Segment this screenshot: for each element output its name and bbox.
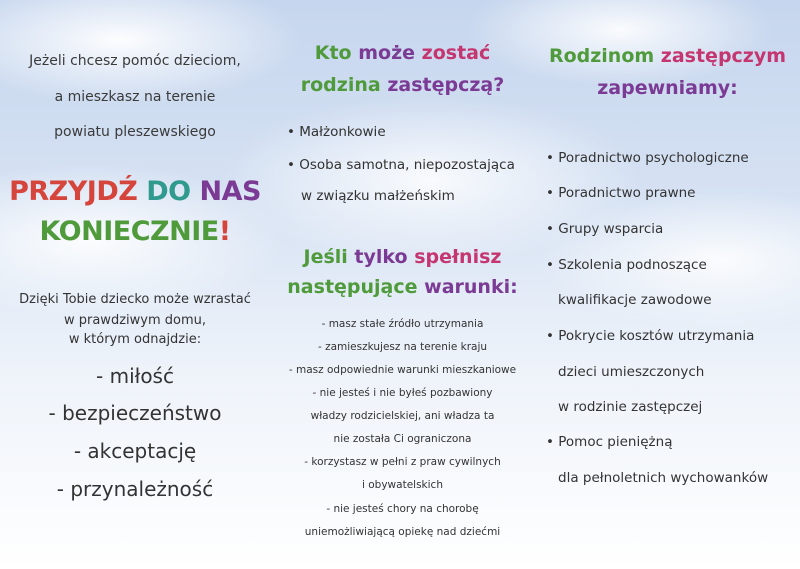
offer-item-text: Poradnictwo prawne [558,185,696,201]
bullet-icon: • [546,150,554,166]
offer-item-continuation: dzieci umieszczonych [558,364,705,380]
offer-item-text: Szkolenia podnoszące [558,257,707,273]
bullet-icon: • [287,124,295,140]
title-word: rodzina [300,74,381,96]
gift-line-2: w prawdziwym domu, [63,313,206,328]
title-word: zastępczym [654,45,787,67]
headline-word: DO [137,176,191,207]
condition-line: i obywatelskich [362,479,443,491]
who-title-line-2 [270,70,535,100]
condition-line: - nie jesteś i nie byłeś pozbawiony [312,387,493,399]
offer-item-continuation: kwalifikacje zawodowe [558,292,712,308]
title-word: zostać [415,42,491,64]
who-list-item [287,157,515,173]
conditions-title-line-1 [270,242,535,272]
offer-item-continuation: w rodzinie zastępczej [558,399,703,415]
title-word: Jeśli [303,246,348,268]
conditions-title-line-2 [270,272,535,302]
who-title-line-1 [270,38,535,68]
bullet-icon: • [546,328,554,344]
condition-line: uniemożliwiającą opiekę nad dziećmi [304,526,501,538]
who-list-item [287,124,386,140]
bullet-icon: • [546,434,554,450]
title-word: Kto [314,42,352,64]
bullet-icon: • [287,157,295,173]
title-word: Rodzinom [548,45,655,67]
condition-line: władzy rodzicielskiej, ani władza ta [310,410,495,422]
offer-list-item [546,257,707,273]
bullet-icon: • [546,221,554,237]
title-word: następujące [287,276,418,298]
value-item: - akceptację [73,439,197,463]
value-item: - bezpieczeństwo [48,401,222,425]
intro-line-3: powiatu pleszewskiego [54,124,216,140]
condition-line: - nie jesteś chory na chorobę [326,503,479,515]
headline-line-1 [0,172,270,212]
title-word: zapewniamy: [597,77,738,99]
who-item-text: Osoba samotna, niepozostająca [299,157,515,173]
bullet-icon: • [546,185,554,201]
offer-item-text: Pokrycie kosztów utrzymania [558,328,755,344]
offer-item-text: Poradnictwo psychologiczne [558,150,749,166]
offer-title-line-2 [535,73,800,103]
title-word: warunki: [417,276,518,298]
offer-list-item [546,328,754,344]
bullet-icon: • [546,257,554,273]
offer-list-item [546,185,696,201]
gift-line-3: w którym odnajdzie: [68,332,202,347]
headline-word: PRZYJDŹ [9,176,138,207]
offer-title-line-1 [535,41,800,71]
headline-word: ! [218,216,231,247]
offer-item-continuation: dla pełnoletnich wychowanków [558,470,769,486]
headline-word: NAS [190,176,261,207]
offer-item-text: Grupy wsparcia [558,221,664,237]
condition-line: - masz stałe źródło utrzymania [321,318,484,330]
title-word: tylko [347,246,408,268]
condition-line: - masz odpowiednie warunki mieszkaniowe [288,364,517,376]
condition-line: nie została Ci ograniczona [333,433,472,445]
offer-item-text: Pomoc pieniężną [558,434,673,450]
intro-line-1: Jeżeli chcesz pomóc dzieciom, [29,53,241,69]
condition-line: - korzystasz w pełni z praw cywilnych [304,456,501,468]
title-word: spełnisz [407,246,502,268]
gift-line-1: Dzięki Tobie dziecko może wzrastać [19,292,251,307]
who-item-continuation: w związku małżeńskim [301,188,455,204]
offer-list-item [546,150,749,166]
title-word: może [351,42,416,64]
value-item: - przynależność [56,477,214,501]
value-item: - miłość [96,364,174,388]
title-word: zastępczą? [380,74,505,96]
headline-word: KONIECZNIE [39,216,219,247]
headline-line-2 [0,212,270,252]
offer-list-item [546,221,663,237]
intro-line-2: a mieszkasz na terenie [54,89,216,105]
condition-line: - zamieszkujesz na terenie kraju [317,341,488,353]
offer-list-item [546,434,672,450]
who-item-text: Małżonkowie [299,124,386,140]
